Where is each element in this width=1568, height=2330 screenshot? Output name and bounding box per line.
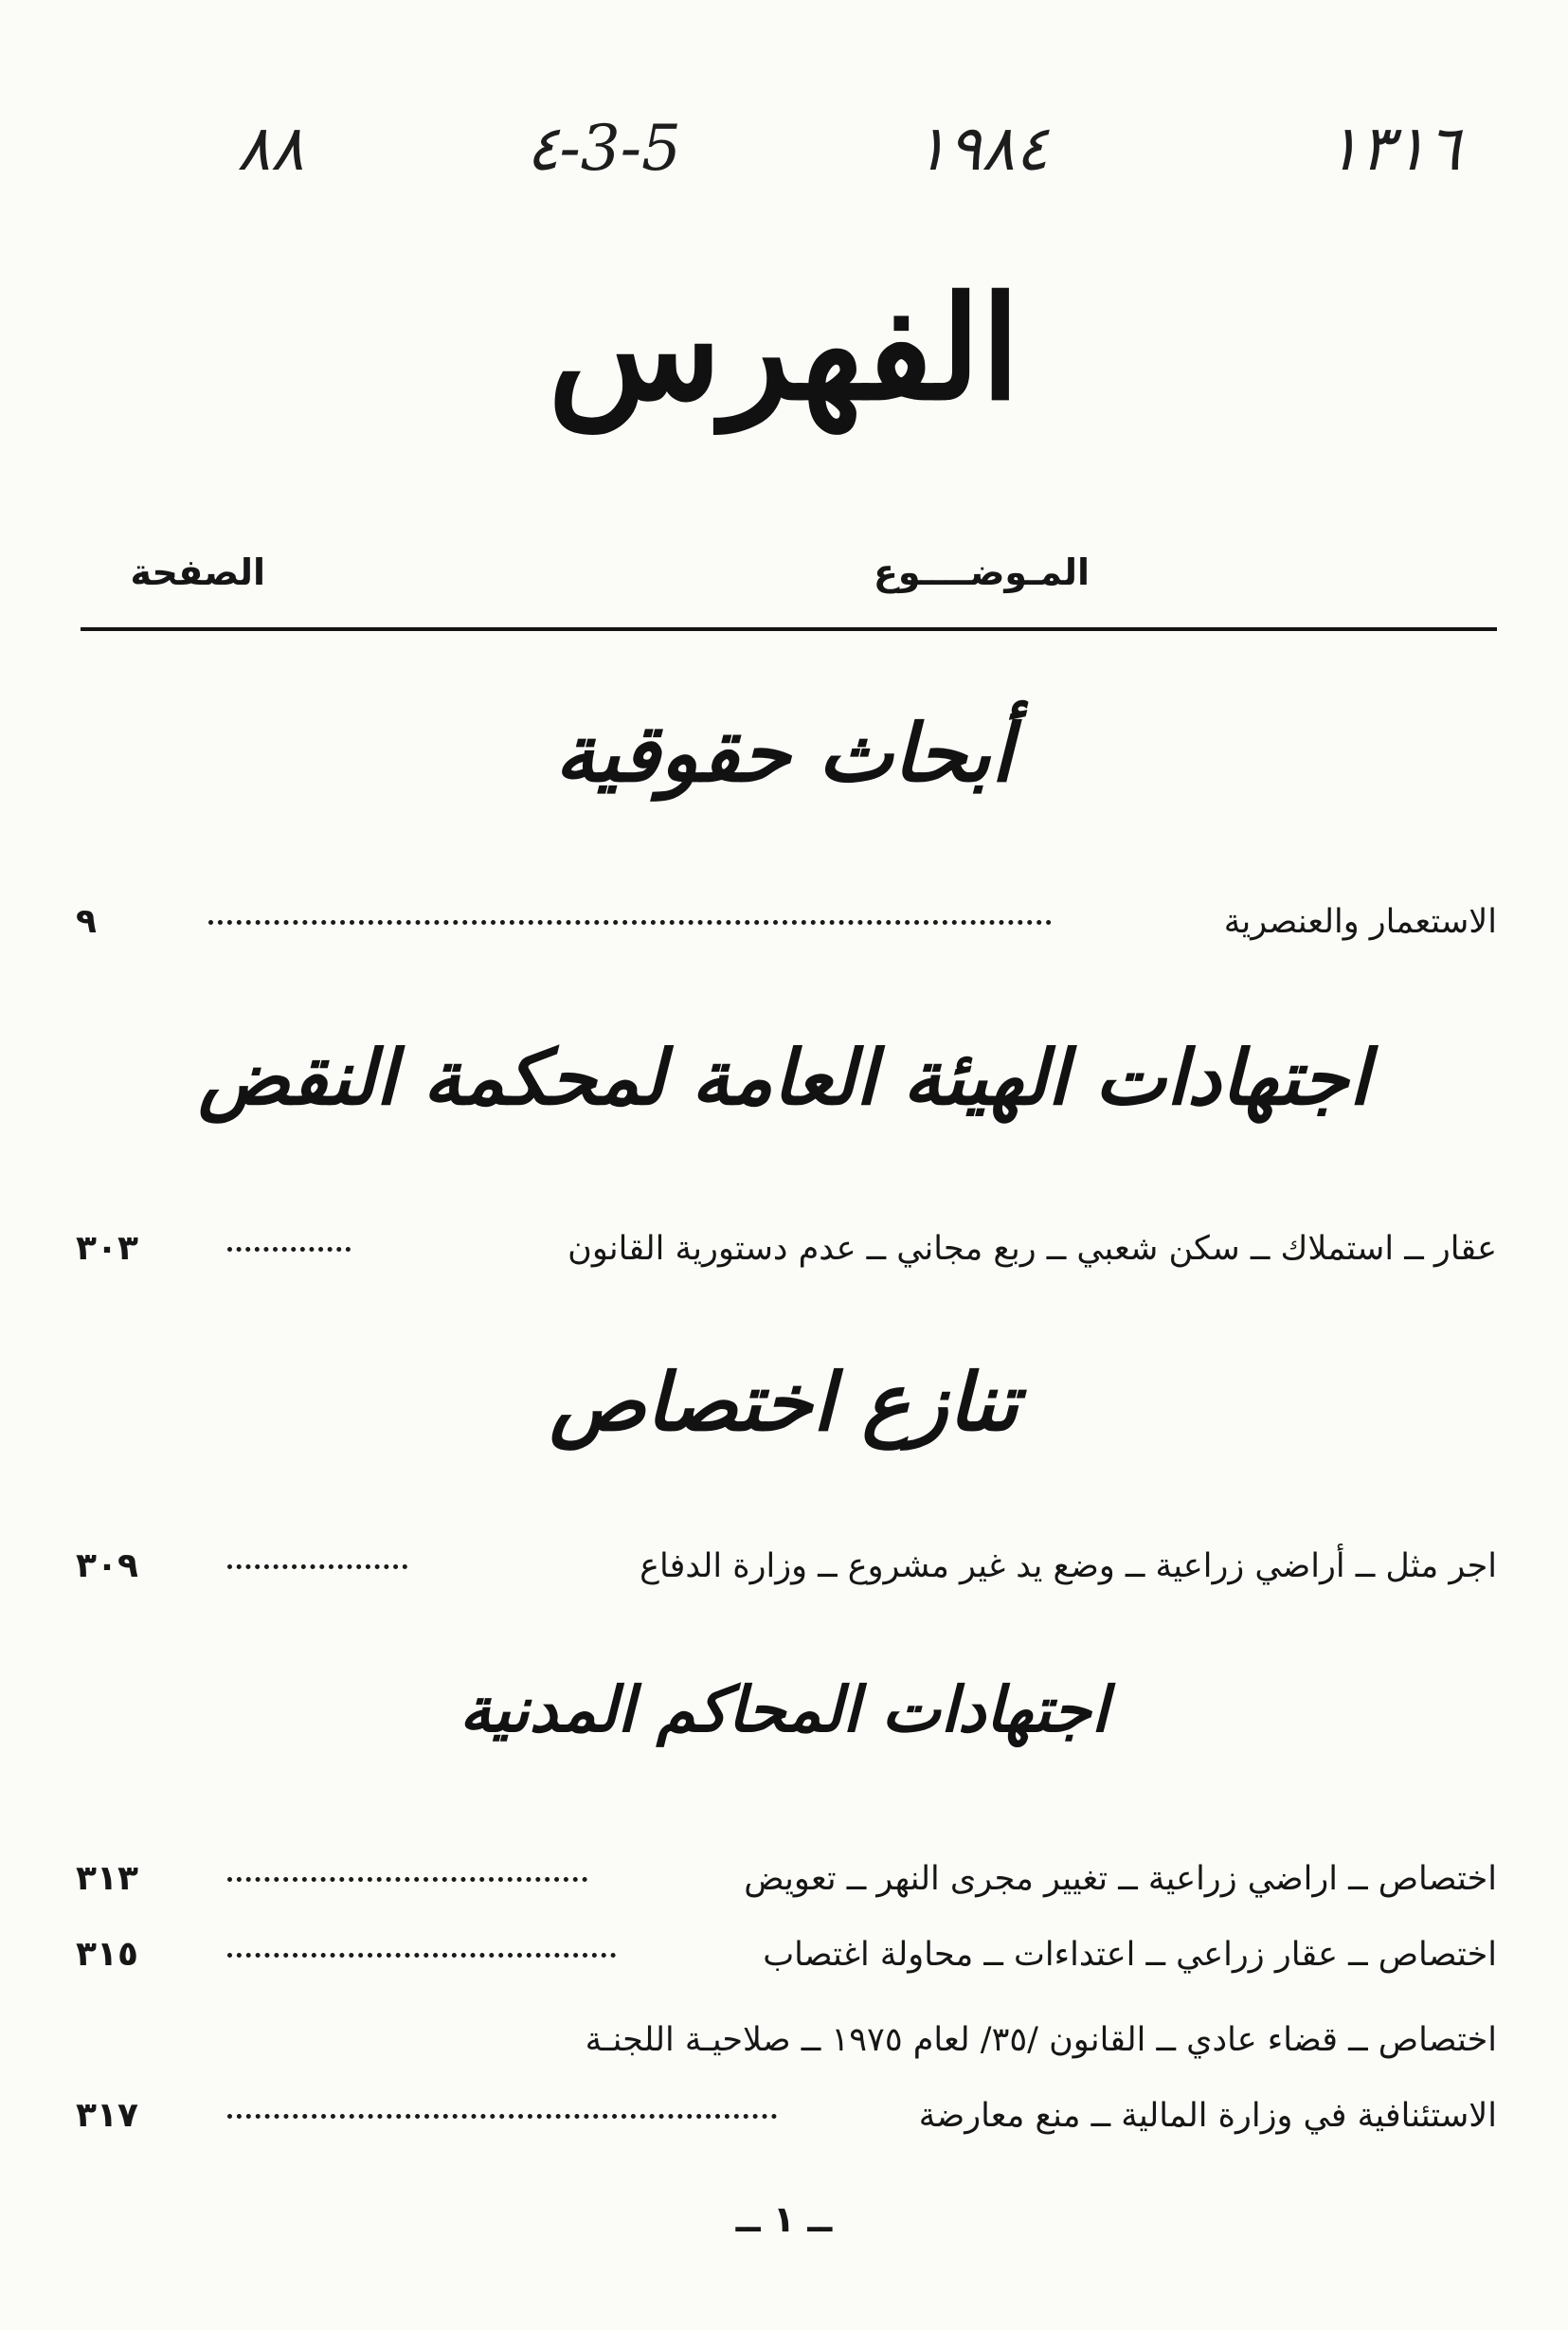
section-heading: تنازع اختصاص — [550, 1355, 1018, 1449]
handwritten-annotation: ١٩٨٤ — [914, 112, 1049, 185]
index-entry[interactable] — [76, 1222, 1497, 1275]
entry-text: اجر مثل ــ أراضي زراعية ــ وضع يد غير مشروع ــ وزارة الدفاع — [640, 1547, 1497, 1585]
entry-text: اختصاص ــ اراضي زراعية ــ تغيير مجرى النهر ــ تعويض — [744, 1860, 1497, 1898]
index-entry[interactable] — [76, 1928, 1497, 1981]
section-heading: اجتهادات الهيئة العامة لمحكمة النقض — [198, 1033, 1370, 1122]
entry-text: اختصاص ــ عقار زراعي ــ اعتداءات ــ محاولة اغتصاب — [763, 1936, 1497, 1974]
index-entry[interactable] — [76, 2089, 1497, 2142]
section-heading: أبحاث حقوقية — [554, 706, 1014, 800]
index-entry[interactable] — [76, 1540, 1497, 1593]
dot-leader — [227, 1247, 351, 1252]
entry-page-number: ٣١٣ — [76, 1859, 138, 1898]
entry-text: اختصاص ــ قضاء عادي ــ القانون /٣٥/ لعام ١٩٧٥ ــ صلاحيـة اللجنـة — [585, 2021, 1497, 2059]
index-entry[interactable] — [76, 2014, 1497, 2067]
dot-leader — [227, 1953, 616, 1958]
index-entry[interactable] — [76, 1852, 1497, 1906]
index-entry[interactable] — [76, 895, 1497, 948]
entry-page-number: ٣١٧ — [76, 2096, 138, 2135]
handwritten-annotation: ١٣١٦ — [1326, 112, 1461, 185]
page-number: ــ ١ ــ — [735, 2198, 833, 2240]
entry-page-number: ٣٠٩ — [76, 1546, 138, 1585]
entry-page-number: ٣١٥ — [76, 1935, 138, 1974]
page-column-header: الصفحة — [130, 551, 265, 593]
header-rule — [81, 627, 1497, 631]
dot-leader — [208, 920, 1052, 925]
handwritten-annotation: ٤-3-5 — [526, 112, 682, 185]
handwritten-annotation: ٨٨ — [237, 112, 304, 185]
section-heading: اجتهادات المحاكم المدنية — [460, 1672, 1108, 1746]
dot-leader — [227, 1564, 407, 1569]
entry-text: الاستعمار والعنصرية — [1223, 903, 1497, 941]
entry-text: عقار ــ استملاك ــ سكن شعبي ــ ربع مجاني ــ عدم دستورية القانون — [568, 1230, 1497, 1268]
page-title: الفهرس — [548, 265, 1020, 432]
dot-leader — [227, 1877, 587, 1882]
entry-text: الاستئنافية في وزارة المالية ــ منع معارضة — [918, 2097, 1497, 2135]
entry-page-number: ٣٠٣ — [76, 1229, 138, 1268]
dot-leader — [227, 2114, 777, 2119]
subject-column-header: المـوضــــوع — [873, 551, 1090, 593]
entry-page-number: ٩ — [76, 902, 97, 941]
